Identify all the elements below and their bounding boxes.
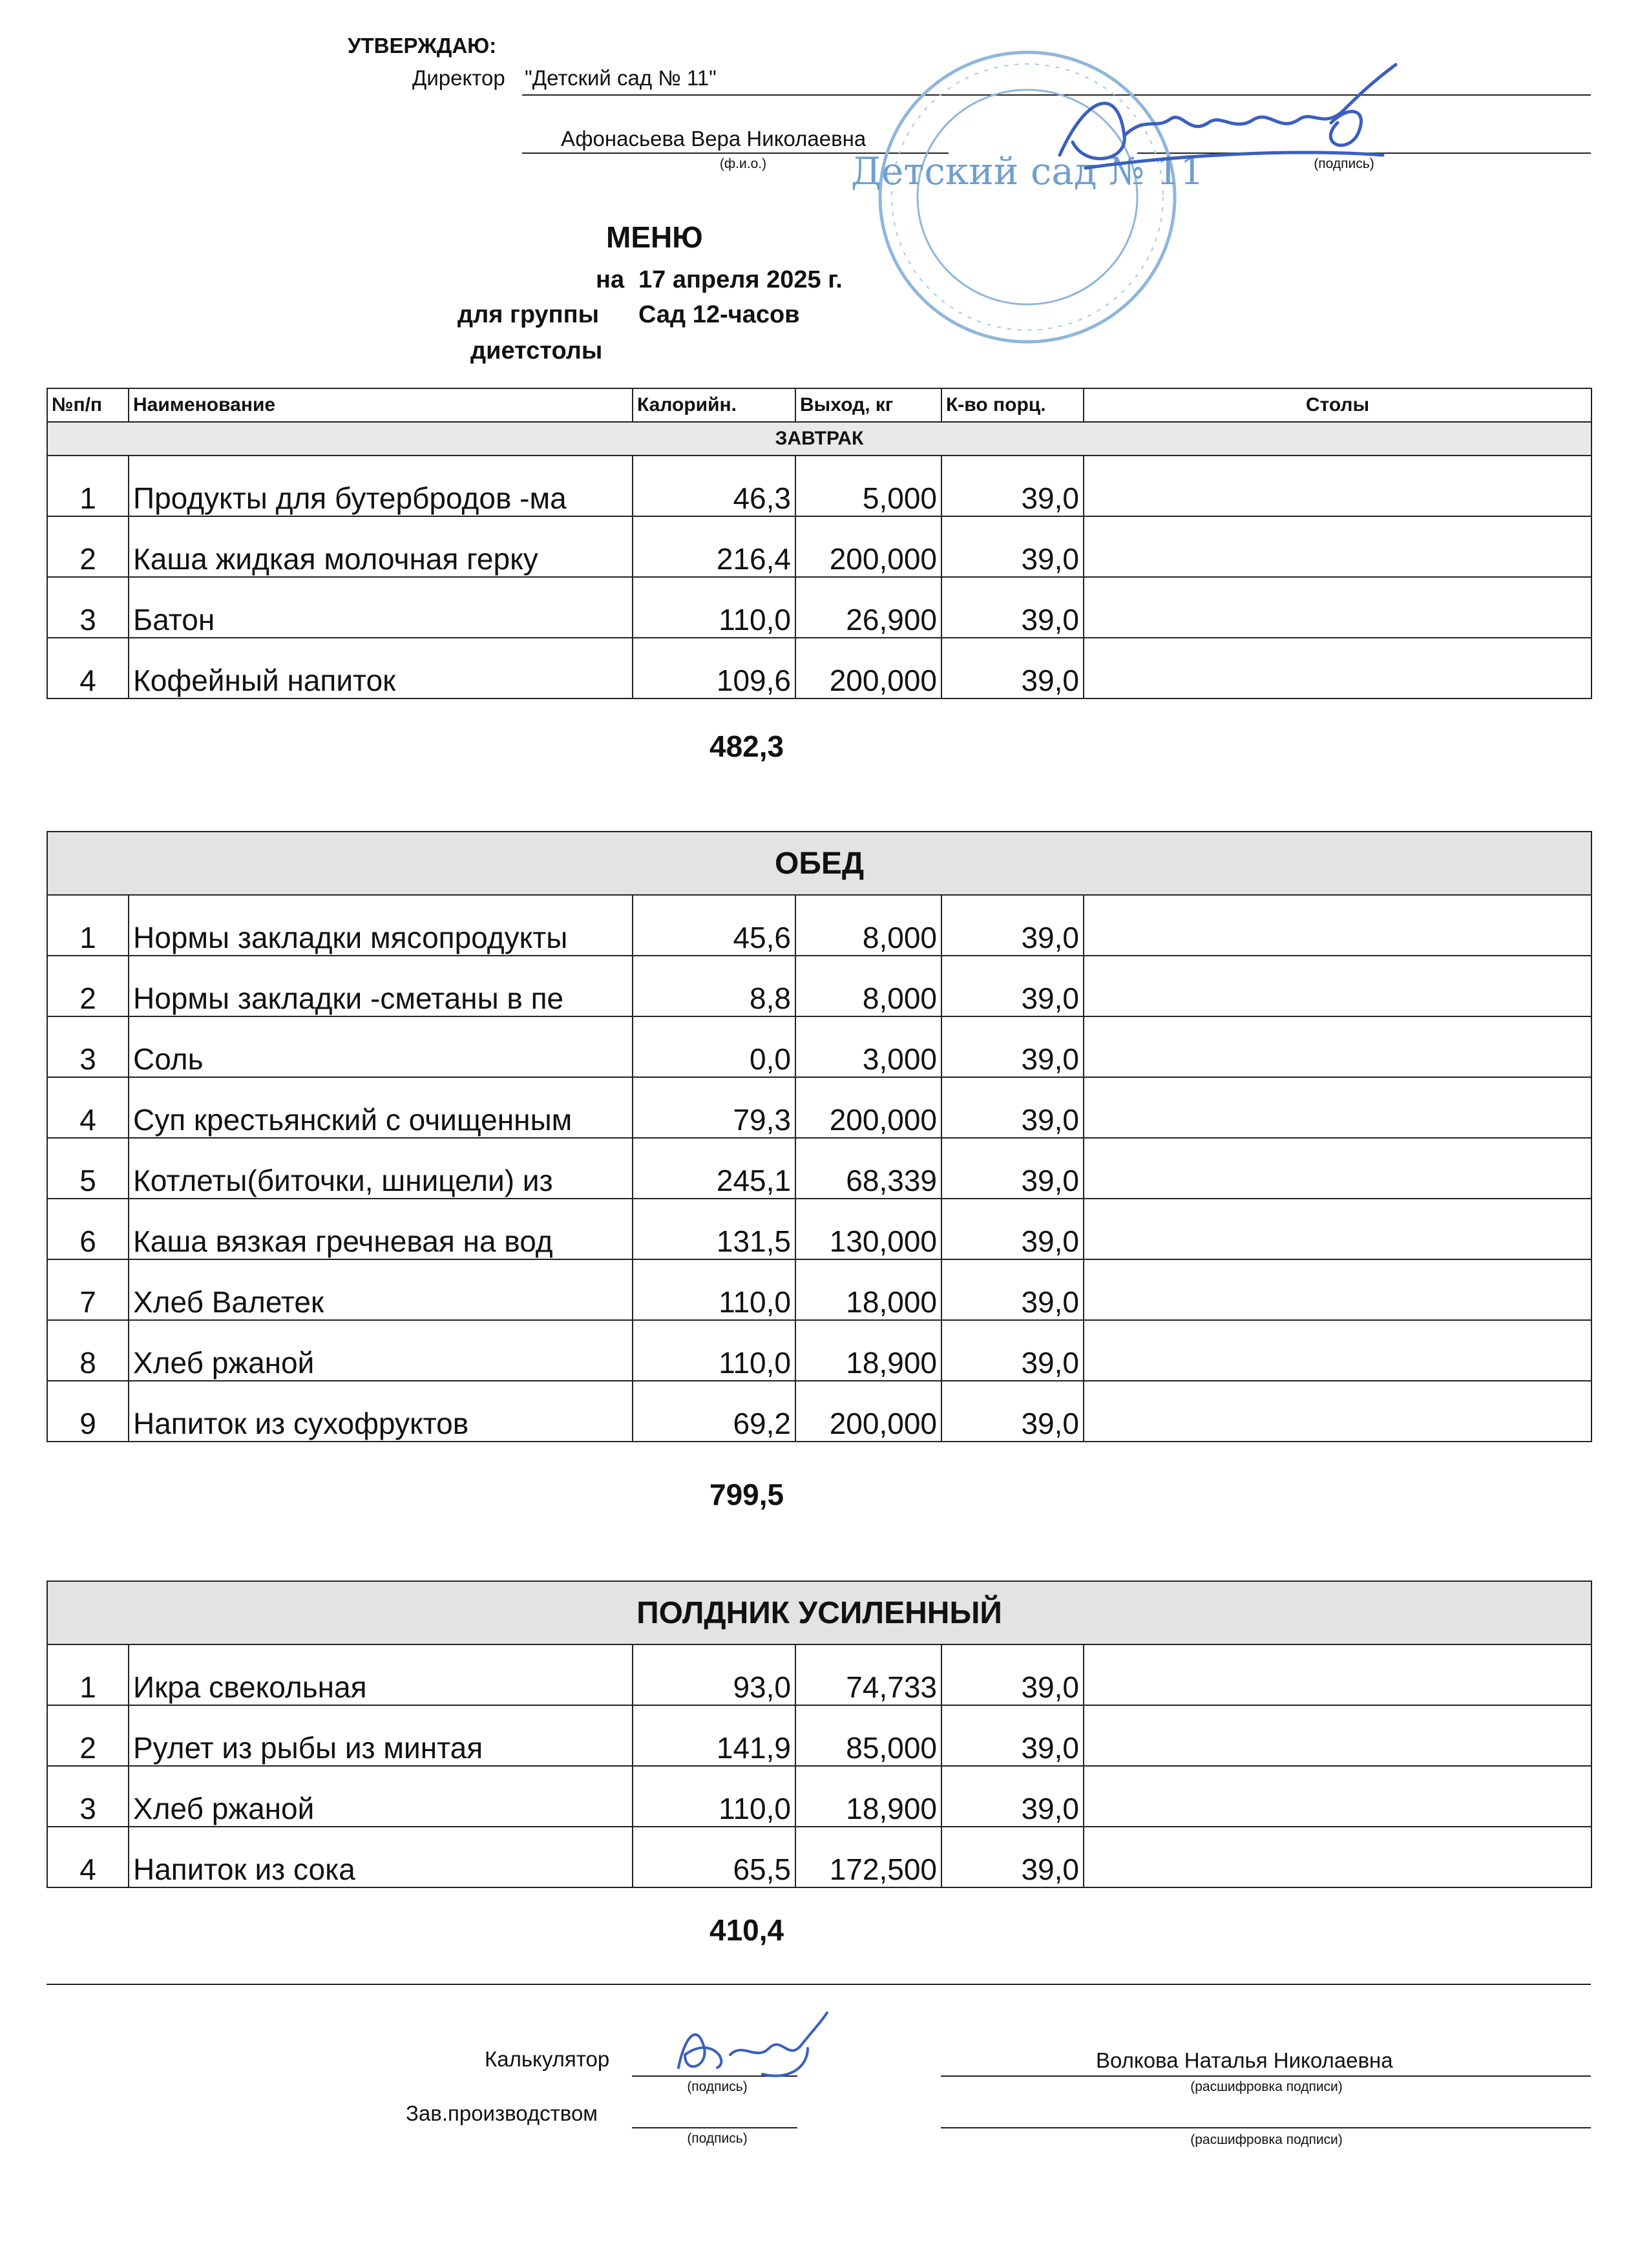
row-tables [1084,1259,1591,1320]
row-tables [1084,577,1591,638]
row-portions: 39,0 [941,1016,1084,1077]
table-row [47,1016,1591,1077]
row-calories: 110,0 [633,1766,795,1827]
snack-table [47,1580,1592,1888]
row-calories: 131,5 [633,1199,795,1259]
group-value: Сад 12-часов [638,301,800,328]
row-yield: 68,339 [795,1138,941,1199]
header-yield: Выход, кг [795,388,941,422]
row-name: Кофейный напиток [129,638,633,698]
row-tables [1084,956,1591,1016]
row-tables [1084,1827,1591,1887]
row-portions: 39,0 [941,956,1084,1016]
header-num: №п/п [47,388,129,422]
date-prefix: на [596,266,625,293]
row-name: Продукты для бутербродов -ма [129,456,633,516]
breakfast-table [47,388,1592,699]
row-name: Соль [129,1016,633,1077]
row-calories: 141,9 [633,1705,795,1766]
calculator-label: Калькулятор [485,2047,610,2071]
row-yield: 85,000 [795,1705,941,1766]
table-row [47,1138,1591,1199]
production-name-line [941,2127,1591,2128]
header-name: Наименование [129,388,633,422]
table-row [47,1381,1591,1442]
row-yield: 26,900 [795,577,941,638]
calculator-signature [659,2010,853,2087]
director-fio: Афонасьева Вера Николаевна [561,127,867,151]
row-name: Батон [129,577,633,638]
row-num: 3 [47,1766,129,1827]
row-calories: 245,1 [633,1138,795,1199]
row-num: 3 [47,1016,129,1077]
row-calories: 216,4 [633,516,795,577]
row-portions: 39,0 [941,456,1084,516]
row-tables [1084,1766,1591,1827]
row-portions: 39,0 [941,1644,1084,1705]
row-name: Каша жидкая молочная герку [129,516,633,577]
table-row [47,456,1591,516]
row-yield: 8,000 [795,956,941,1016]
director-value: "Детский сад № 11" [525,66,717,90]
calculator-name-line [941,2075,1591,2077]
row-portions: 39,0 [941,1259,1084,1320]
row-calories: 93,0 [633,1644,795,1705]
row-calories: 79,3 [633,1077,795,1138]
row-portions: 39,0 [941,895,1084,956]
table-row [47,1766,1591,1827]
row-calories: 69,2 [633,1381,795,1442]
snack-total: 410,4 [709,1913,784,1947]
row-tables [1084,895,1591,956]
row-name: Суп крестьянский с очищенным [129,1077,633,1138]
row-calories: 46,3 [633,456,795,516]
production-signature-caption: (подпись) [687,2131,748,2146]
table-row [47,1320,1591,1381]
table-row [47,895,1591,956]
row-portions: 39,0 [941,577,1084,638]
row-tables [1084,638,1591,698]
section-title-snack: ПОЛДНИК УСИЛЕННЫЙ [47,1581,1591,1644]
row-yield: 130,000 [795,1199,941,1259]
row-calories: 8,8 [633,956,795,1016]
table-row [47,1705,1591,1766]
row-portions: 39,0 [941,1766,1084,1827]
table-row [47,1644,1591,1705]
row-portions: 39,0 [941,1705,1084,1766]
row-name: Напиток из сока [129,1827,633,1887]
table-row [47,1077,1591,1138]
row-num: 1 [47,1644,129,1705]
approve-heading: УТВЕРЖДАЮ: [348,34,497,58]
row-yield: 8,000 [795,895,941,956]
row-tables [1084,1077,1591,1138]
table-row [47,1827,1591,1887]
director-signature-caption: (подпись) [1314,156,1374,171]
row-name: Хлеб ржаной [129,1766,633,1827]
row-num: 1 [47,895,129,956]
director-signature [1047,58,1409,181]
menu-date: 17 апреля 2025 г. [638,266,843,293]
row-num: 5 [47,1138,129,1199]
row-name: Котлеты(биточки, шницели) из [129,1138,633,1199]
row-portions: 39,0 [941,516,1084,577]
row-tables [1084,516,1591,577]
header-calories: Калорийн. [633,388,795,422]
section-title-breakfast: ЗАВТРАК [47,422,1591,456]
row-tables [1084,456,1591,516]
row-yield: 18,000 [795,1259,941,1320]
row-tables [1084,1016,1591,1077]
row-name: Хлеб ржаной [129,1320,633,1381]
row-num: 9 [47,1381,129,1442]
row-name: Икра свекольная [129,1644,633,1705]
row-tables [1084,1199,1591,1259]
breakfast-total: 482,3 [709,730,784,763]
row-yield: 3,000 [795,1016,941,1077]
row-portions: 39,0 [941,638,1084,698]
row-num: 1 [47,456,129,516]
calculator-signature-caption: (подпись) [687,2079,748,2094]
table-row [47,956,1591,1016]
row-num: 2 [47,956,129,1016]
table-row [47,577,1591,638]
row-num: 7 [47,1259,129,1320]
table-row [47,1199,1591,1259]
row-num: 4 [47,1077,129,1138]
row-calories: 109,6 [633,638,795,698]
row-name: Нормы закладки -сметаны в пе [129,956,633,1016]
row-num: 2 [47,1705,129,1766]
row-calories: 45,6 [633,895,795,956]
row-num: 4 [47,638,129,698]
row-num: 4 [47,1827,129,1887]
row-portions: 39,0 [941,1827,1084,1887]
diet-label: диетстолы [470,337,603,364]
production-signature-line [632,2127,797,2128]
calculator-decode-caption: (расшифровка подписи) [1190,2079,1343,2094]
row-num: 3 [47,577,129,638]
table-row [47,1259,1591,1320]
row-yield: 200,000 [795,516,941,577]
row-yield: 200,000 [795,1077,941,1138]
row-yield: 18,900 [795,1766,941,1827]
lunch-table [47,831,1592,1442]
footer-divider [47,1984,1591,1985]
fio-caption: (ф.и.о.) [719,156,767,171]
table-row [47,638,1591,698]
row-portions: 39,0 [941,1381,1084,1442]
row-yield: 200,000 [795,1381,941,1442]
row-tables [1084,1644,1591,1705]
row-num: 6 [47,1199,129,1259]
row-name: Рулет из рыбы из минтая [129,1705,633,1766]
production-decode-caption: (расшифровка подписи) [1190,2132,1343,2147]
row-yield: 74,733 [795,1644,941,1705]
production-label: Зав.производством [406,2101,598,2125]
row-name: Напиток из сухофруктов [129,1381,633,1442]
row-num: 8 [47,1320,129,1381]
row-calories: 110,0 [633,1320,795,1381]
group-label: для группы [457,301,600,328]
row-portions: 39,0 [941,1138,1084,1199]
calculator-name: Волкова Наталья Николаевна [1096,2048,1393,2072]
row-yield: 172,500 [795,1827,941,1887]
row-yield: 18,900 [795,1320,941,1381]
row-tables [1084,1320,1591,1381]
row-calories: 65,5 [633,1827,795,1887]
row-calories: 110,0 [633,1259,795,1320]
row-yield: 200,000 [795,638,941,698]
table-row [47,516,1591,577]
lunch-total: 799,5 [709,1478,784,1511]
header-tables: Столы [1084,388,1591,422]
row-name: Каша вязкая гречневая на вод [129,1199,633,1259]
director-label: Директор [412,66,505,90]
row-yield: 5,000 [795,456,941,516]
row-portions: 39,0 [941,1077,1084,1138]
row-tables [1084,1705,1591,1766]
row-num: 2 [47,516,129,577]
row-tables [1084,1381,1591,1442]
row-calories: 110,0 [633,577,795,638]
header-portions: К-во порц. [941,388,1084,422]
row-calories: 0,0 [633,1016,795,1077]
stamp-text: Детский сад № 11 [850,149,1204,193]
row-name: Хлеб Валетек [129,1259,633,1320]
row-portions: 39,0 [941,1320,1084,1381]
row-portions: 39,0 [941,1199,1084,1259]
menu-title: МЕНЮ [606,220,703,254]
row-tables [1084,1138,1591,1199]
row-name: Нормы закладки мясопродукты [129,895,633,956]
section-title-lunch: ОБЕД [47,832,1591,895]
